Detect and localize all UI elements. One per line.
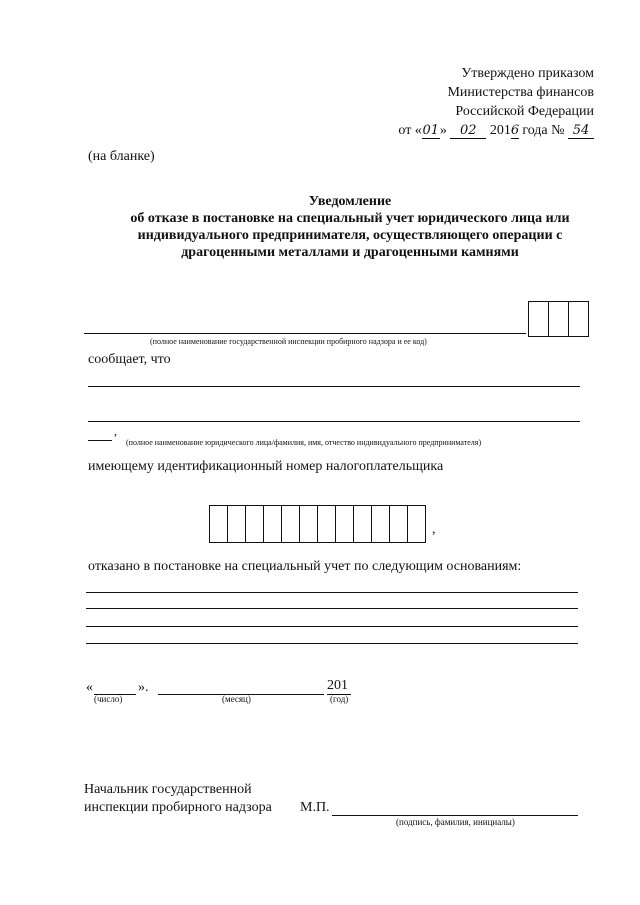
approval-year-digit: 6 <box>510 123 520 138</box>
code-box <box>548 301 569 337</box>
reason-line-2 <box>86 608 578 609</box>
title-line-1: об отказе в постановке на специальный учет юридического лица или <box>130 211 570 226</box>
inn-boxes <box>209 505 426 543</box>
inspection-name-line <box>84 333 526 334</box>
inn-box <box>227 505 246 543</box>
approval-number: 54 <box>568 124 594 139</box>
code-box <box>568 301 589 337</box>
inspection-caption: (полное наименование государственной инспекции пробирного надзора и ее код) <box>150 337 427 346</box>
title-line-3: драгоценными металлами и драгоценными камнями <box>181 245 519 260</box>
year-caption: (год) <box>330 694 349 704</box>
approval-day: 01 <box>422 123 440 138</box>
title-line-2: индивидуального предпринимателя, осуществляющего операции с <box>137 228 563 243</box>
date-open-quote: « <box>86 680 93 695</box>
approval-month: 02 <box>450 124 486 139</box>
date-prefix: от « <box>398 123 422 138</box>
entity-line-3 <box>88 440 112 441</box>
reason-line-1 <box>86 592 578 593</box>
refused-label: отказано в постановке на специальный учет по следующим основаниям: <box>88 559 522 574</box>
inn-box <box>407 505 426 543</box>
entity-line-2 <box>88 421 580 422</box>
signatory-title-1: Начальник государственной <box>84 782 252 797</box>
document-title: Уведомление <box>308 194 392 209</box>
signature-line <box>332 815 578 816</box>
reports-that-label: сообщает, что <box>88 352 171 367</box>
approval-line-1: Утверждено приказом <box>461 66 594 81</box>
approval-line-3: Российской Федерации <box>455 104 594 119</box>
approval-line-2: Министерства финансов <box>447 85 594 100</box>
entity-comma: , <box>114 424 117 438</box>
reason-line-3 <box>86 626 578 627</box>
inn-box <box>389 505 408 543</box>
inn-label: имеющему идентификационный номер налогоплательщика <box>88 459 444 474</box>
inn-comma: , <box>432 522 436 537</box>
approval-block <box>398 64 594 140</box>
inn-box <box>209 505 228 543</box>
inn-box <box>299 505 318 543</box>
approval-date-line <box>398 121 594 140</box>
day-caption: (число) <box>94 694 123 704</box>
inspection-code-boxes <box>528 301 589 337</box>
inn-box <box>245 505 264 543</box>
signature-caption: (подпись, фамилия, инициалы) <box>396 817 515 827</box>
code-box <box>528 301 549 337</box>
inn-box <box>353 505 372 543</box>
month-caption: (месяц) <box>222 694 251 704</box>
inn-box <box>371 505 390 543</box>
blank-note: (на бланке) <box>88 149 155 164</box>
inn-box <box>263 505 282 543</box>
date-close-quote: ». <box>138 680 149 695</box>
inn-box <box>281 505 300 543</box>
entity-caption: (полное наименование юридического лица/фамилия, имя, отчество индивидуального предпринимателя) <box>126 438 482 447</box>
signatory-title-2: инспекции пробирного надзора <box>84 800 272 815</box>
approval-year-prefix: 201 <box>489 123 511 138</box>
inn-box <box>335 505 354 543</box>
stamp-label: М.П. <box>300 800 330 815</box>
date-year-prefix: 201 <box>327 678 348 693</box>
inn-box <box>317 505 336 543</box>
entity-line-1 <box>88 386 580 387</box>
date-sep: » <box>439 123 447 138</box>
approval-number-label: года № <box>522 123 565 138</box>
reason-line-4 <box>86 643 578 644</box>
